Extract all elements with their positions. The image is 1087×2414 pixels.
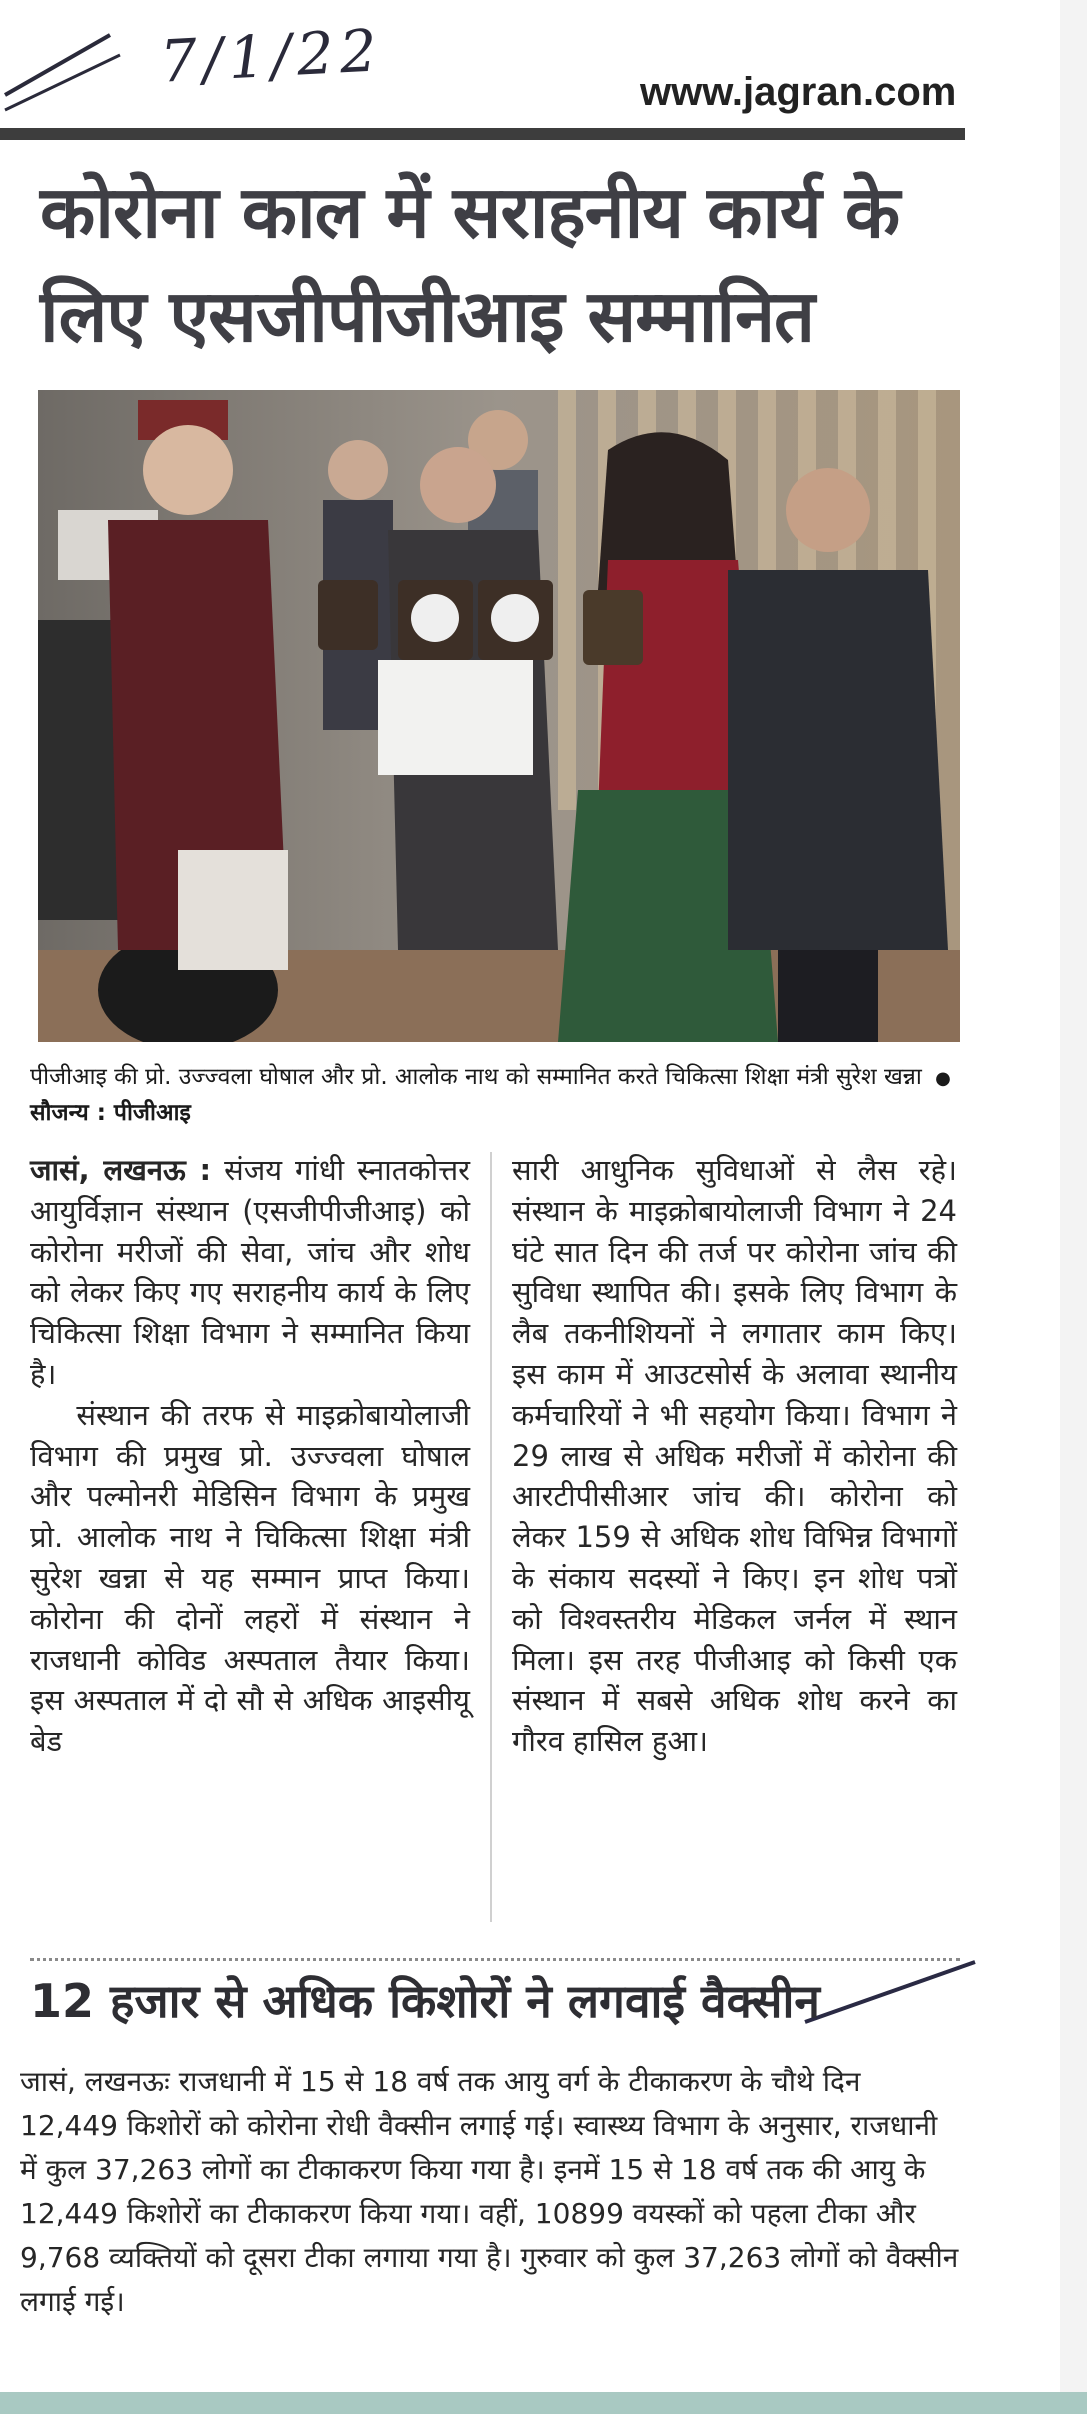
photo-credit: सौजन्य : पीजीआइ — [30, 1100, 191, 1126]
article-column-2 — [512, 1150, 957, 1762]
paragraph-text: संजय गांधी स्नातकोत्तर आयुर्विज्ञान संस्थान (एसजीपीजीआइ) को कोरोना मरीजों की सेवा, जांच और शोध को लेकर किए गए सराहनीय कार्य के लिए चिकित्सा शिक्षा विभाग ने सम्मानित किया है। — [30, 1153, 471, 1391]
article-paragraph: संस्थान की तरफ से माइक्रोबायोलाजी विभाग की प्रमुख प्रो. उज्ज्वला घोषाल और पल्मोनरी मेडिसिन विभाग के प्रमुख प्रो. आलोक नाथ ने चिकित्सा शिक्षा मंत्री सुरेश खन्ना से यह सम्मान प्राप्त किया। कोरोना की दोनों लहरों में संस्थान ने राजधानी कोविड अस्पताल तैयार किया। इस अस्पताल में दो सौ से अधिक आइसीयू बेड — [30, 1397, 470, 1759]
article-paragraph: सारी आधुनिक सुविधाओं से लैस रहे। संस्थान के माइक्रोबायोलाजी विभाग ने 24 घंटे सात दिन की तर्ज पर कोरोना जांच की सुविधा स्थापित की। इसके लिए विभाग के लैब तकनीशियनों ने लगातार काम किए। इस काम में आउटसोर्स के अलावा स्थानीय कर्मचारियों ने भी सहयोग किया। विभाग ने 29 लाख से अधिक मरीजों में कोरोना की आरटीपीसीआर जांच की। कोरोना को लेकर 159 से अधिक शोध विभिन्न विभागों के संकाय सदस्यों ने किए। इन शोध पत्रों को विश्वस्तरीय मेडिकल जर्नल में स्थान मिला। इस तरह पीजीआइ को किसी एक संस्थान में सबसे अधिक शोध करने का गौरव हासिल हुआ। — [512, 1153, 957, 1759]
bottom-strip — [0, 2392, 1087, 2414]
photo-illustration — [38, 390, 960, 1042]
masthead-rule — [0, 128, 965, 140]
article-column-1 — [30, 1150, 470, 1762]
column-divider — [490, 1152, 492, 1922]
article-paragraph — [30, 1150, 470, 1395]
award-ceremony-photo — [38, 390, 960, 1042]
photo-caption — [30, 1060, 970, 1130]
article-dateline: जासं, लखनऊ : — [30, 1153, 212, 1187]
website-url: www.jagran.com — [640, 70, 957, 114]
article-headline: कोरोना काल में सराहनीय कार्य के लिए एसजीपीजीआइ सम्मानित — [40, 170, 900, 358]
second-story-text: राजधानी में 15 से 18 वर्ष तक आयु वर्ग के टीकाकरण के चौथे दिन 12,449 किशोरों को कोरोना रोधी वैक्सीन लगाई गई। स्वास्थ्य विभाग के अनुसार, राजधानी में कुल 37,263 लोगों का टीकाकरण किया गया है। इनमें 15 से 18 वर्ष तक की आयु के 12,449 किशोरों का टीकाकरण किया गया। वहीं, 10899 वयस्कों को पहला टीका और 9,768 व्यक्तियों को दूसरा टीका लगाया गया है। गुरुवार को कुल 37,263 लोगों को वैक्सीन लगाई गई। — [20, 2065, 959, 2318]
second-story-dateline: जासं, लखनऊः — [20, 2065, 170, 2098]
handwritten-date: 7/1/22 — [158, 16, 385, 96]
second-story-body — [20, 2060, 960, 2324]
caption-text: पीजीआइ की प्रो. उज्ज्वला घोषाल और प्रो. आलोक नाथ को सम्मानित करते चिकित्सा शिक्षा मंत्री सुरेश खन्ना — [30, 1064, 922, 1090]
second-story-headline: 12 हजार से अधिक किशोरों ने लगवाई वैक्सीन — [30, 1974, 820, 2028]
pen-stroke-mark — [0, 0, 140, 140]
bullet-icon: ● — [935, 1068, 951, 1089]
paper-edge — [1060, 0, 1087, 2414]
